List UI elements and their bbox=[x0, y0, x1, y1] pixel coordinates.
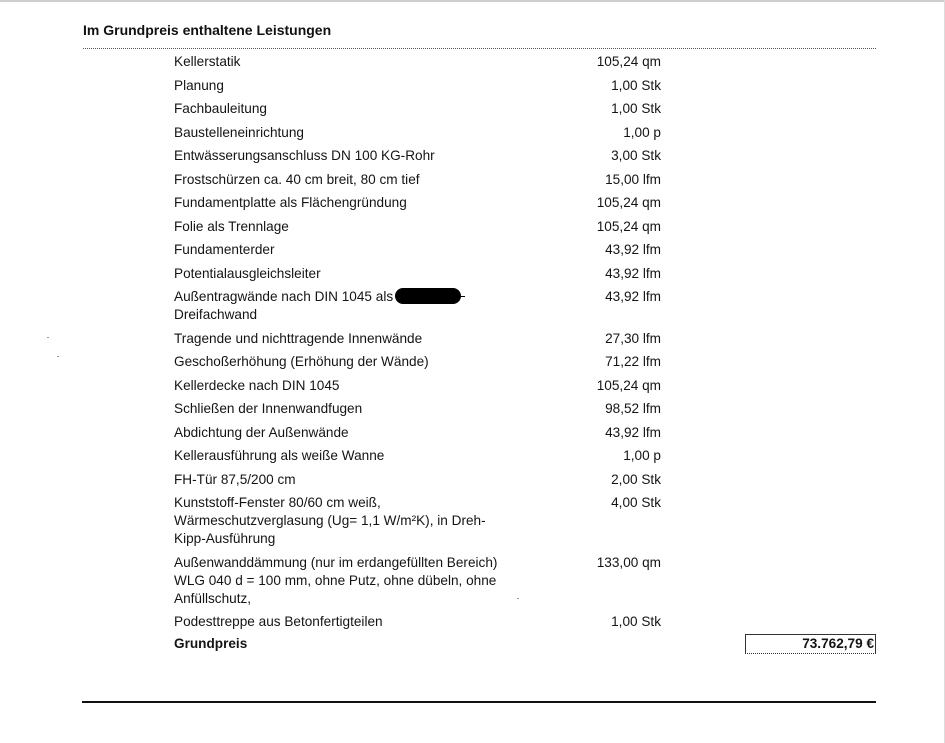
item-quantity: 1,00 Stk bbox=[611, 101, 661, 116]
item-description: Planung bbox=[174, 77, 224, 93]
item-description: Geschoßerhöhung (Erhöhung der Wände) bbox=[174, 354, 429, 369]
item-description: Fundamentplatte als Flächengründung bbox=[174, 195, 407, 210]
item-description: Außenwanddämmung (nur im erdangefüllten Bereich) WLG 040 d = 100 mm, ohne Putz, ohne dübeln, ohne Anfüllschutz, bbox=[174, 554, 498, 606]
list-item bbox=[0, 192, 945, 212]
item-quantity: 105,24 qm bbox=[596, 218, 661, 234]
scan-speck bbox=[517, 598, 519, 599]
bottom-rule bbox=[82, 701, 876, 703]
list-item bbox=[0, 398, 945, 418]
list-item bbox=[0, 122, 945, 142]
item-quantity: 1,00 p bbox=[623, 124, 661, 140]
scan-top-edge bbox=[0, 0, 945, 2]
item-description-text: Außentragwände nach DIN 1045 als bbox=[174, 289, 394, 304]
item-quantity: 43,92 lfm bbox=[605, 424, 661, 440]
list-item bbox=[0, 145, 945, 165]
item-description: Kunststoff-Fenster 80/60 cm weiß, Wärmeschutzverglasung (Ug= 1,1 W/m²K), in Dreh- Kipp-Ausführung bbox=[174, 495, 486, 546]
scan-speck bbox=[47, 337, 49, 338]
item-description: Folie als Trennlage bbox=[174, 218, 289, 234]
item-quantity: 105,24 qm bbox=[596, 54, 661, 69]
item-description: Podesttreppe aus Betonfertigteilen bbox=[174, 614, 383, 629]
item-quantity: 133,00 qm bbox=[596, 554, 661, 570]
item-quantity: 98,52 lfm bbox=[605, 401, 661, 416]
total-value: 73.762,79 € bbox=[745, 634, 876, 654]
list-item bbox=[0, 286, 945, 324]
item-quantity: 2,00 Stk bbox=[611, 471, 661, 487]
item-quantity: 1,00 p bbox=[623, 448, 661, 463]
total-label: Grundpreis bbox=[174, 636, 248, 651]
redaction-tick bbox=[461, 296, 465, 297]
item-description: Baustelleneinrichtung bbox=[174, 124, 304, 140]
item-description: Abdichtung der Außenwände bbox=[174, 424, 349, 440]
item-description: FH-Tür 87,5/200 cm bbox=[174, 471, 296, 487]
list-item bbox=[0, 75, 945, 95]
item-description: Entwässerungsanschluss DN 100 KG-Rohr bbox=[174, 148, 435, 163]
list-item bbox=[0, 422, 945, 442]
item-quantity: 105,24 qm bbox=[596, 377, 661, 393]
item-description: Potentialausgleichsleiter bbox=[174, 265, 321, 281]
item-description-continued: Dreifachwand bbox=[174, 307, 258, 322]
list-item bbox=[0, 98, 945, 118]
list-item bbox=[0, 51, 945, 71]
item-description: Tragende und nichttragende Innenwände bbox=[174, 330, 423, 346]
item-description bbox=[174, 286, 544, 324]
item-description: Fachbauleitung bbox=[174, 101, 267, 116]
list-item bbox=[0, 445, 945, 465]
list-item bbox=[0, 263, 945, 283]
item-quantity: 4,00 Stk bbox=[611, 495, 661, 510]
list-item bbox=[0, 351, 945, 371]
services-list bbox=[0, 51, 945, 635]
list-item bbox=[0, 375, 945, 395]
list-item bbox=[0, 169, 945, 189]
list-item bbox=[0, 239, 945, 259]
list-item bbox=[0, 611, 945, 631]
redaction-mark bbox=[395, 288, 461, 304]
item-quantity: 43,92 lfm bbox=[605, 265, 661, 281]
dotted-divider bbox=[83, 48, 876, 49]
item-quantity: 105,24 qm bbox=[596, 195, 661, 210]
item-description: Kellerausführung als weiße Wanne bbox=[174, 448, 385, 463]
list-item bbox=[0, 552, 945, 608]
item-description: Frostschürzen ca. 40 cm breit, 80 cm tief bbox=[174, 171, 420, 187]
item-quantity: 1,00 Stk bbox=[611, 614, 661, 629]
list-item bbox=[0, 492, 945, 548]
section-title: Im Grundpreis enthaltene Leistungen bbox=[83, 22, 332, 38]
item-description: Fundamenterder bbox=[174, 242, 275, 257]
item-quantity: 71,22 lfm bbox=[605, 354, 661, 369]
item-quantity: 1,00 Stk bbox=[611, 77, 661, 93]
item-description: Kellerdecke nach DIN 1045 bbox=[174, 377, 340, 393]
list-item bbox=[0, 216, 945, 236]
item-quantity: 3,00 Stk bbox=[611, 148, 661, 163]
item-description: Schließen der Innenwandfugen bbox=[174, 401, 363, 416]
item-quantity: 15,00 lfm bbox=[605, 171, 661, 187]
scan-speck bbox=[57, 356, 59, 357]
item-quantity: 27,30 lfm bbox=[605, 330, 661, 346]
item-quantity: 43,92 lfm bbox=[605, 289, 661, 304]
list-item bbox=[0, 328, 945, 348]
item-description: Kellerstatik bbox=[174, 54, 241, 69]
item-quantity: 43,92 lfm bbox=[605, 242, 661, 257]
list-item bbox=[0, 469, 945, 489]
